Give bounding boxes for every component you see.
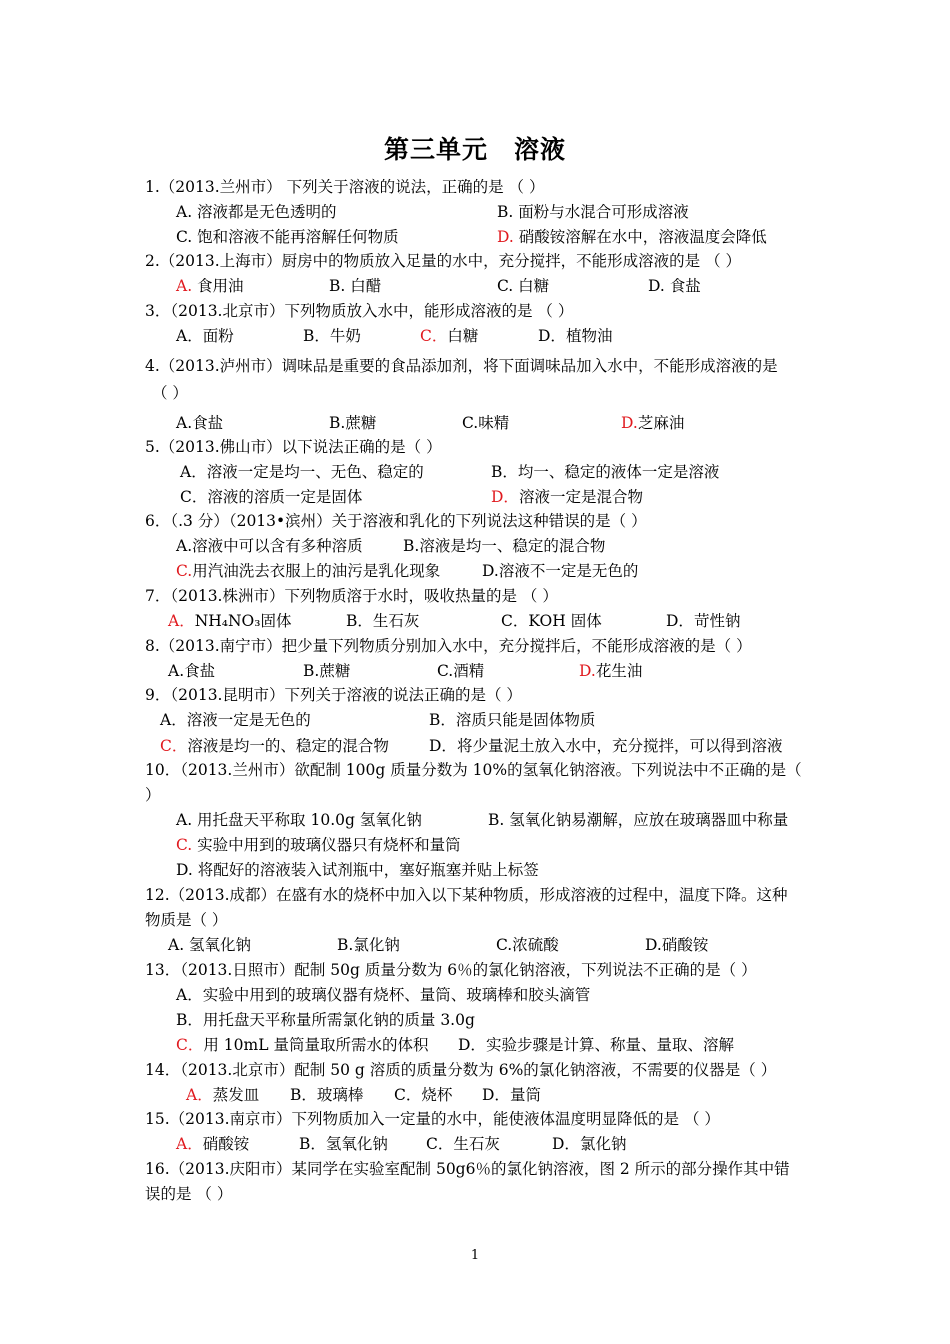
q2-option-a: A. 食用油 [176,277,244,295]
q13-option-b: B．用托盘天平称量所需氯化钠的质量 3.0g [176,1011,475,1029]
page-number: 1 [470,1248,480,1263]
q7-option-c: C．KOH 固体 [501,612,602,630]
q8-option-c: C.酒精 [437,662,485,680]
answer-mark: D． [491,488,519,506]
question-10-stem: 10．（2013.兰州市）欲配制 100g 质量分数为 10%的氢氧化钠溶液。下列说法中不正确的是（ [145,761,802,779]
question-15-stem: 15.（2013.南京市）下列物质加入一定量的水中，能使液体温度明显降低的是 （ ） [145,1110,720,1128]
q1-option-c: C. 饱和溶液不能再溶解任何物质 [176,228,399,246]
q5-option-c: C．溶液的溶质一定是固体 [180,488,363,506]
question-8-stem: 8.（2013.南宁市）把少量下列物质分别加入水中，充分搅拌后，不能形成溶液的是（ ） [145,637,752,655]
q3-option-b: B．牛奶 [303,327,361,345]
answer-mark: D. [497,228,514,246]
answer-mark: D. [579,662,596,680]
q6-option-c: C.用汽油洗去衣服上的油污是乳化现象 [176,562,441,580]
question-9-stem: 9．（2013.昆明市）下列关于溶液的说法正确的是（ ） [145,686,522,704]
q9-option-d: D．将少量泥土放入水中，充分搅拌，可以得到溶液 [429,737,783,755]
q14-option-a: A．蒸发皿 [186,1086,260,1104]
q4-option-b: B.蔗糖 [329,414,377,432]
q15-option-b: B．氢氧化钠 [299,1135,388,1153]
q9-option-a: A．溶液一定是无色的 [160,711,311,729]
q14-option-c: C．烧杯 [394,1086,453,1104]
q1-option-d: D. 硝酸铵溶解在水中，溶液温度会降低 [497,228,767,246]
answer-mark: C． [176,1036,204,1054]
q12-option-d: D.硝酸铵 [645,936,709,954]
question-12-stem: 12.（2013.成都）在盛有水的烧杯中加入以下某种物质，形成溶液的过程中，温度下降。这种 [145,886,788,904]
q5-option-b: B．均一、稳定的液体一定是溶液 [491,463,720,481]
q4-option-a: A.食盐 [176,414,224,432]
q8-option-a: A.食盐 [168,662,216,680]
q9-option-c: C．溶液是均一的、稳定的混合物 [160,737,389,755]
q8-option-d: D.花生油 [579,662,643,680]
q5-option-d: D．溶液一定是混合物 [491,488,643,506]
q3-option-a: A．面粉 [176,327,234,345]
q9-option-b: B．溶质只能是固体物质 [429,711,596,729]
q7-option-b: B．生石灰 [346,612,420,630]
q13-option-a: A．实验中用到的玻璃仪器有烧杯、量筒、玻璃棒和胶头滴管 [176,986,591,1004]
q15-option-d: D．氯化钠 [552,1135,627,1153]
question-6-stem: 6．（.3 分）（2013•滨州）关于溶液和乳化的下列说法这种错误的是（ ） [145,512,647,530]
question-4-stem: 4.（2013.泸州市）调味品是重要的食品添加剂，将下面调味品加入水中，不能形成溶液的是 [145,357,778,375]
answer-mark: A． [176,1135,203,1153]
question-16-stem: 16.（2013.庆阳市）某同学在实验室配制 50g6％的氯化钠溶液，图 2 所示的部分操作其中错 [145,1160,790,1178]
q7-option-d: D．苛性钠 [666,612,741,630]
q4-option-d: D.芝麻油 [621,414,685,432]
answer-mark: A． [186,1086,213,1104]
question-5-stem: 5.（2013.佛山市）以下说法正确的是（ ） [145,438,442,456]
question-16-stem-cont: 误的是 （ ） [145,1185,233,1203]
q10-option-d: D. 将配好的溶液装入试剂瓶中，塞好瓶塞并贴上标签 [176,861,539,879]
question-12-stem-cont: 物质是（ ） [145,911,228,929]
q6-option-d: D.溶液不一定是无色的 [482,562,639,580]
answer-mark: C． [420,327,448,345]
q6-option-b: B.溶液是均一、稳定的混合物 [403,537,606,555]
q7-option-a: A．NH₄NO₃固体 [168,612,292,630]
q2-option-b: B. 白醋 [329,277,382,295]
q12-option-b: B.氯化钠 [337,936,400,954]
question-7-stem: 7．（2013.株洲市）下列物质溶于水时，吸收热量的是 （ ） [145,587,558,605]
answer-mark: A． [168,612,195,630]
answer-mark: A. [176,277,193,295]
answer-mark: C. [176,836,193,854]
answer-mark: D. [621,414,638,432]
q3-option-c: C．白糖 [420,327,479,345]
q1-option-a: A. 溶液都是无色透明的 [176,203,337,221]
q13-option-c: C．用 10mL 量筒量取所需水的体积 [176,1036,429,1054]
q15-option-c: C．生石灰 [426,1135,500,1153]
q10-option-a: A. 用托盘天平称取 10.0g 氢氧化钠 [176,811,422,829]
q8-option-b: B.蔗糖 [303,662,351,680]
q6-option-a: A.溶液中可以含有多种溶质 [176,537,363,555]
q13-option-d: D．实验步骤是计算、称量、量取、溶解 [458,1036,734,1054]
question-4-stem-cont: （ ） [152,384,188,402]
q3-option-d: D．植物油 [538,327,613,345]
q10-option-c: C. 实验中用到的玻璃仪器只有烧杯和量筒 [176,836,461,854]
answer-mark: C. [176,562,193,580]
question-10-stem-cont: ） [145,786,161,804]
q2-option-d: D. 食盐 [648,277,701,295]
q14-option-d: D．量筒 [482,1086,541,1104]
q1-option-b: B. 面粉与水混合可形成溶液 [497,203,689,221]
answer-mark: C． [160,737,188,755]
q5-option-a: A．溶液一定是均一、无色、稳定的 [180,463,424,481]
page-title: 第三单元 溶液 [383,135,566,164]
q10-option-b: B. 氢氧化钠易潮解，应放在玻璃器皿中称量 [488,811,789,829]
q14-option-b: B．玻璃棒 [290,1086,364,1104]
q12-option-a: A. 氢氧化钠 [168,936,252,954]
question-1-stem: 1.（2013.兰州市） 下列关于溶液的说法，正确的是 （ ） [145,178,545,196]
question-2-stem: 2.（2013.上海市）厨房中的物质放入足量的水中，充分搅拌，不能形成溶液的是 （ ） [145,252,742,270]
question-13-stem: 13．（2013.日照市）配制 50g 质量分数为 6％的氯化钠溶液，下列说法不正确的是（ ） [145,961,757,979]
q15-option-a: A．硝酸铵 [176,1135,250,1153]
q4-option-c: C.味精 [462,414,510,432]
q12-option-c: C.浓硫酸 [496,936,559,954]
question-14-stem: 14．（2013.北京市）配制 50 g 溶质的质量分数为 6%的氯化钠溶液，不需要的仪器是（ ） [145,1061,777,1079]
q2-option-c: C. 白糖 [497,277,550,295]
question-3-stem: 3．（2013.北京市）下列物质放入水中，能形成溶液的是 （ ） [145,302,574,320]
